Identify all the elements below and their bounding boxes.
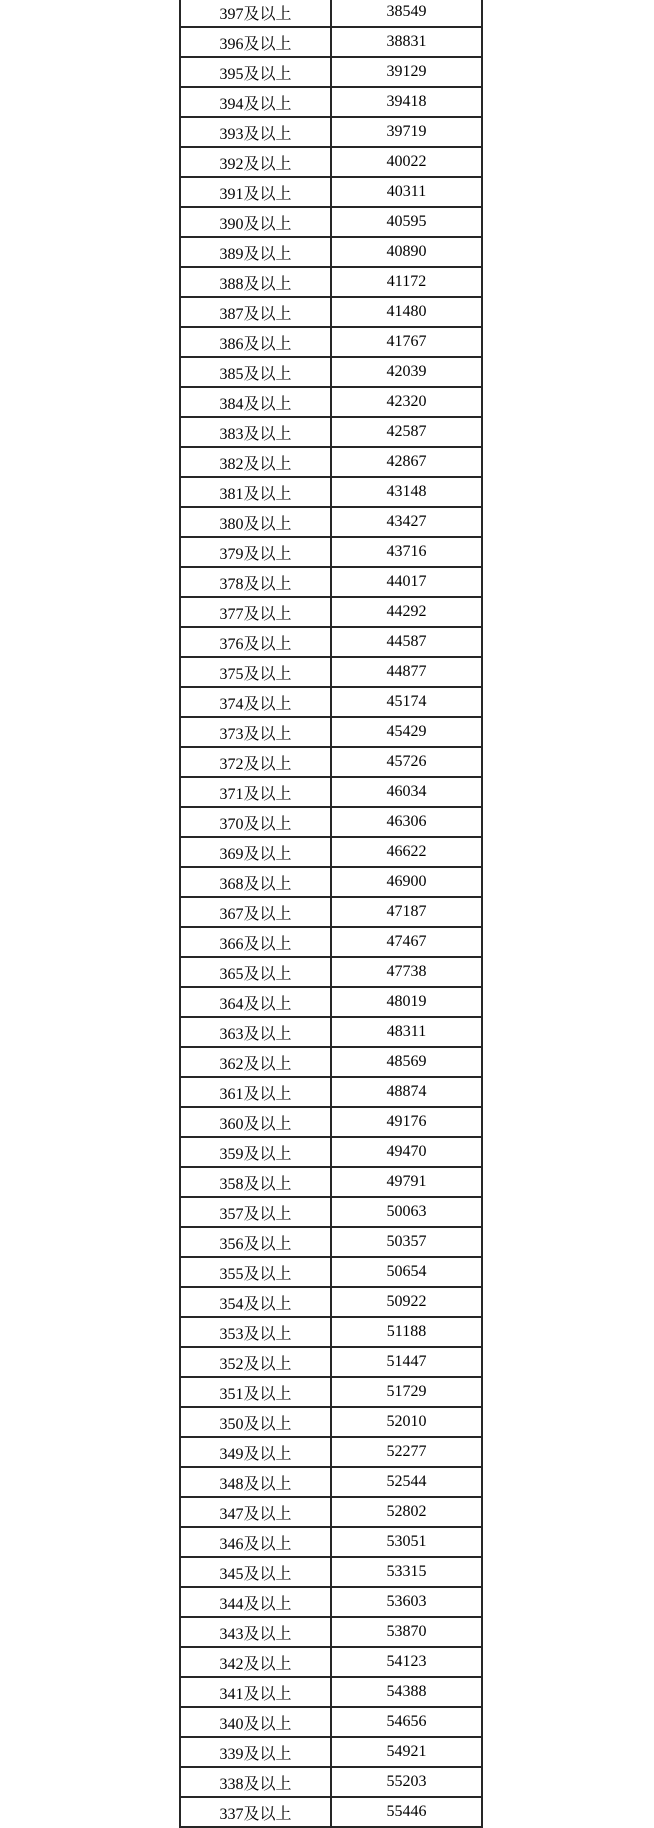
score-range-cell: 353及以上: [180, 1317, 331, 1347]
cumulative-count-cell: 44017: [331, 567, 482, 597]
cumulative-count-cell: 53051: [331, 1527, 482, 1557]
table-row: [180, 717, 482, 747]
cumulative-count-cell: 44877: [331, 657, 482, 687]
score-range-cell: 340及以上: [180, 1707, 331, 1737]
table-row: [180, 417, 482, 447]
cumulative-count-cell: 44587: [331, 627, 482, 657]
cumulative-count-cell: 46622: [331, 837, 482, 867]
cumulative-count-cell: 55203: [331, 1767, 482, 1797]
table-row: [180, 1767, 482, 1797]
score-range-cell: 355及以上: [180, 1257, 331, 1287]
score-range-cell: 341及以上: [180, 1677, 331, 1707]
cumulative-count-cell: 43716: [331, 537, 482, 567]
cumulative-count-cell: 44292: [331, 597, 482, 627]
table-row: [180, 1557, 482, 1587]
score-range-cell: 360及以上: [180, 1107, 331, 1137]
score-range-cell: 354及以上: [180, 1287, 331, 1317]
score-range-cell: 338及以上: [180, 1767, 331, 1797]
cumulative-count-cell: 39129: [331, 57, 482, 87]
cumulative-count-cell: 54388: [331, 1677, 482, 1707]
score-range-cell: 397及以上: [180, 0, 331, 27]
table-row: [180, 0, 482, 27]
table-row: [180, 777, 482, 807]
table-row: [180, 1467, 482, 1497]
score-range-cell: 374及以上: [180, 687, 331, 717]
score-range-cell: 389及以上: [180, 237, 331, 267]
table-row: [180, 237, 482, 267]
cumulative-count-cell: 52277: [331, 1437, 482, 1467]
table-row: [180, 1707, 482, 1737]
table-row: [180, 1497, 482, 1527]
score-range-cell: 377及以上: [180, 597, 331, 627]
score-range-cell: 376及以上: [180, 627, 331, 657]
cumulative-count-cell: 49176: [331, 1107, 482, 1137]
cumulative-count-cell: 52010: [331, 1407, 482, 1437]
score-range-cell: 388及以上: [180, 267, 331, 297]
table-row: [180, 567, 482, 597]
cumulative-count-cell: 47187: [331, 897, 482, 927]
table-row: [180, 1527, 482, 1557]
cumulative-count-cell: 54656: [331, 1707, 482, 1737]
table-row: [180, 627, 482, 657]
score-range-cell: 350及以上: [180, 1407, 331, 1437]
cumulative-count-cell: 54123: [331, 1647, 482, 1677]
table-row: [180, 1677, 482, 1707]
cumulative-count-cell: 42320: [331, 387, 482, 417]
table-row: [180, 747, 482, 777]
table-row: [180, 1737, 482, 1767]
score-range-cell: 373及以上: [180, 717, 331, 747]
cumulative-count-cell: 53603: [331, 1587, 482, 1617]
table-row: [180, 1647, 482, 1677]
score-range-cell: 392及以上: [180, 147, 331, 177]
table-row: [180, 1797, 482, 1827]
score-range-cell: 379及以上: [180, 537, 331, 567]
cumulative-count-cell: 49791: [331, 1167, 482, 1197]
score-table: [179, 0, 483, 1828]
table-row: [180, 1347, 482, 1377]
cumulative-count-cell: 45726: [331, 747, 482, 777]
score-range-cell: 381及以上: [180, 477, 331, 507]
table-row: [180, 357, 482, 387]
score-range-cell: 344及以上: [180, 1587, 331, 1617]
table-row: [180, 267, 482, 297]
cumulative-count-cell: 53315: [331, 1557, 482, 1587]
table-row: [180, 1167, 482, 1197]
score-range-cell: 345及以上: [180, 1557, 331, 1587]
cumulative-count-cell: 48874: [331, 1077, 482, 1107]
table-row: [180, 1137, 482, 1167]
table-row: [180, 987, 482, 1017]
cumulative-count-cell: 40311: [331, 177, 482, 207]
cumulative-count-cell: 54921: [331, 1737, 482, 1767]
table-row: [180, 147, 482, 177]
table-row: [180, 327, 482, 357]
table-row: [180, 87, 482, 117]
table-row: [180, 1197, 482, 1227]
cumulative-count-cell: 43148: [331, 477, 482, 507]
score-range-cell: 367及以上: [180, 897, 331, 927]
cumulative-count-cell: 51188: [331, 1317, 482, 1347]
score-range-cell: 370及以上: [180, 807, 331, 837]
cumulative-count-cell: 51447: [331, 1347, 482, 1377]
table-row: [180, 1047, 482, 1077]
score-range-cell: 347及以上: [180, 1497, 331, 1527]
cumulative-count-cell: 41480: [331, 297, 482, 327]
cumulative-count-cell: 46034: [331, 777, 482, 807]
score-range-cell: 378及以上: [180, 567, 331, 597]
score-range-cell: 387及以上: [180, 297, 331, 327]
score-range-cell: 386及以上: [180, 327, 331, 357]
table-row: [180, 1317, 482, 1347]
table-row: [180, 837, 482, 867]
table-row: [180, 1107, 482, 1137]
table-row: [180, 1287, 482, 1317]
score-range-cell: 362及以上: [180, 1047, 331, 1077]
cumulative-count-cell: 38831: [331, 27, 482, 57]
score-range-cell: 396及以上: [180, 27, 331, 57]
score-range-cell: 337及以上: [180, 1797, 331, 1827]
cumulative-count-cell: 42587: [331, 417, 482, 447]
cumulative-count-cell: 53870: [331, 1617, 482, 1647]
table-row: [180, 27, 482, 57]
cumulative-count-cell: 43427: [331, 507, 482, 537]
score-range-cell: 358及以上: [180, 1167, 331, 1197]
score-range-cell: 369及以上: [180, 837, 331, 867]
score-range-cell: 342及以上: [180, 1647, 331, 1677]
score-range-cell: 357及以上: [180, 1197, 331, 1227]
table-row: [180, 597, 482, 627]
cumulative-count-cell: 50654: [331, 1257, 482, 1287]
score-range-cell: 372及以上: [180, 747, 331, 777]
score-range-cell: 348及以上: [180, 1467, 331, 1497]
cumulative-count-cell: 51729: [331, 1377, 482, 1407]
score-range-cell: 384及以上: [180, 387, 331, 417]
score-table-body: [180, 0, 482, 1827]
table-row: [180, 897, 482, 927]
table-row: [180, 1587, 482, 1617]
cumulative-count-cell: 40022: [331, 147, 482, 177]
score-range-cell: 364及以上: [180, 987, 331, 1017]
score-range-cell: 343及以上: [180, 1617, 331, 1647]
table-row: [180, 117, 482, 147]
score-range-cell: 382及以上: [180, 447, 331, 477]
score-range-cell: 391及以上: [180, 177, 331, 207]
score-range-cell: 371及以上: [180, 777, 331, 807]
score-range-cell: 351及以上: [180, 1377, 331, 1407]
score-range-cell: 339及以上: [180, 1737, 331, 1767]
cumulative-count-cell: 47738: [331, 957, 482, 987]
cumulative-count-cell: 45174: [331, 687, 482, 717]
table-row: [180, 1407, 482, 1437]
table-row: [180, 1227, 482, 1257]
score-range-cell: 390及以上: [180, 207, 331, 237]
score-range-cell: 366及以上: [180, 927, 331, 957]
cumulative-count-cell: 52802: [331, 1497, 482, 1527]
cumulative-count-cell: 46306: [331, 807, 482, 837]
table-row: [180, 807, 482, 837]
cumulative-count-cell: 47467: [331, 927, 482, 957]
cumulative-count-cell: 50922: [331, 1287, 482, 1317]
score-range-cell: 394及以上: [180, 87, 331, 117]
score-range-cell: 363及以上: [180, 1017, 331, 1047]
cumulative-count-cell: 40595: [331, 207, 482, 237]
table-row: [180, 447, 482, 477]
score-range-cell: 352及以上: [180, 1347, 331, 1377]
cumulative-count-cell: 39418: [331, 87, 482, 117]
cumulative-count-cell: 42039: [331, 357, 482, 387]
score-range-cell: 361及以上: [180, 1077, 331, 1107]
table-row: [180, 387, 482, 417]
score-range-cell: 349及以上: [180, 1437, 331, 1467]
table-row: [180, 297, 482, 327]
score-range-cell: 395及以上: [180, 57, 331, 87]
table-row: [180, 177, 482, 207]
cumulative-count-cell: 52544: [331, 1467, 482, 1497]
cumulative-count-cell: 55446: [331, 1797, 482, 1827]
score-range-cell: 365及以上: [180, 957, 331, 987]
cumulative-count-cell: 48019: [331, 987, 482, 1017]
cumulative-count-cell: 48311: [331, 1017, 482, 1047]
table-row: [180, 57, 482, 87]
score-range-cell: 385及以上: [180, 357, 331, 387]
table-row: [180, 1017, 482, 1047]
table-row: [180, 1257, 482, 1287]
table-row: [180, 477, 482, 507]
table-row: [180, 1077, 482, 1107]
table-row: [180, 867, 482, 897]
score-range-cell: 359及以上: [180, 1137, 331, 1167]
table-row: [180, 507, 482, 537]
table-row: [180, 1437, 482, 1467]
table-row: [180, 957, 482, 987]
score-range-cell: 393及以上: [180, 117, 331, 147]
table-row: [180, 1617, 482, 1647]
table-row: [180, 537, 482, 567]
cumulative-count-cell: 46900: [331, 867, 482, 897]
score-range-cell: 375及以上: [180, 657, 331, 687]
cumulative-count-cell: 48569: [331, 1047, 482, 1077]
score-range-cell: 380及以上: [180, 507, 331, 537]
cumulative-count-cell: 41767: [331, 327, 482, 357]
table-row: [180, 657, 482, 687]
cumulative-count-cell: 50063: [331, 1197, 482, 1227]
cumulative-count-cell: 50357: [331, 1227, 482, 1257]
cumulative-count-cell: 49470: [331, 1137, 482, 1167]
score-range-cell: 346及以上: [180, 1527, 331, 1557]
cumulative-count-cell: 42867: [331, 447, 482, 477]
table-row: [180, 207, 482, 237]
cumulative-count-cell: 41172: [331, 267, 482, 297]
cumulative-count-cell: 40890: [331, 237, 482, 267]
score-range-cell: 368及以上: [180, 867, 331, 897]
table-row: [180, 687, 482, 717]
table-row: [180, 927, 482, 957]
cumulative-count-cell: 45429: [331, 717, 482, 747]
score-range-cell: 356及以上: [180, 1227, 331, 1257]
table-row: [180, 1377, 482, 1407]
cumulative-count-cell: 38549: [331, 0, 482, 27]
score-range-cell: 383及以上: [180, 417, 331, 447]
cumulative-count-cell: 39719: [331, 117, 482, 147]
